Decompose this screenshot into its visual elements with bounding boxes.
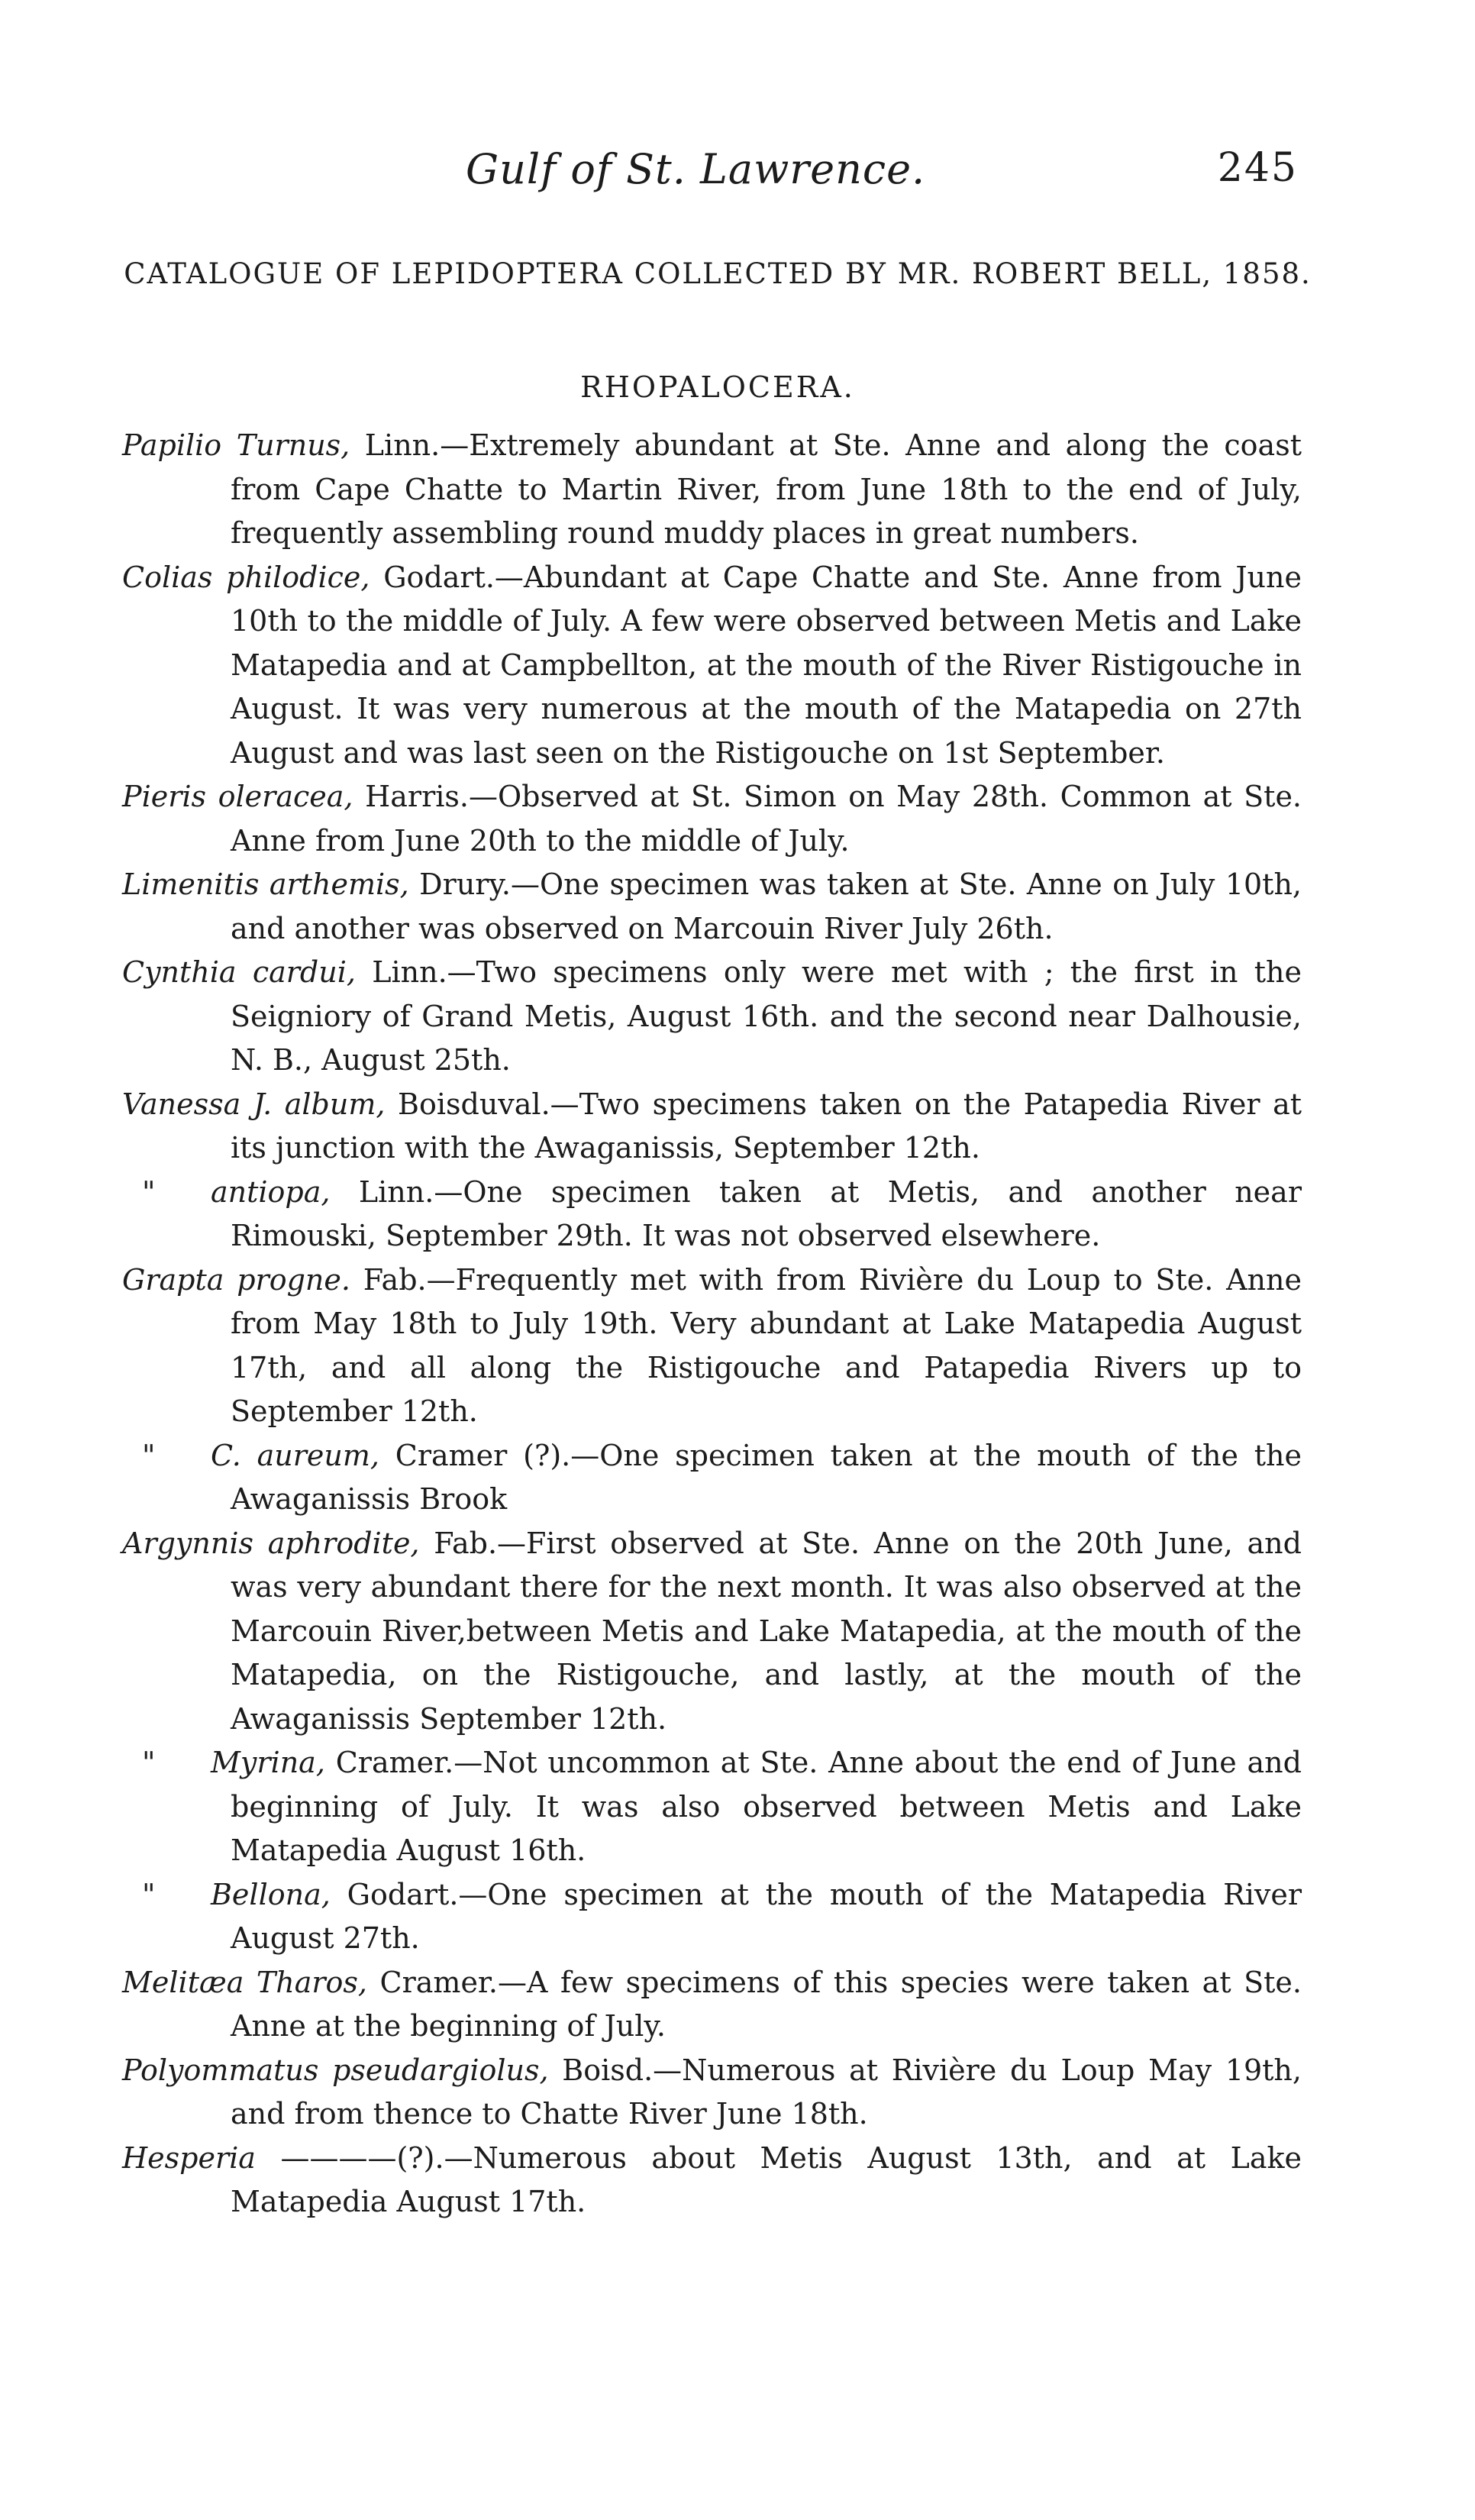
species-entry bbox=[122, 1873, 1302, 1961]
species-name: Colias philodice, bbox=[122, 560, 370, 594]
species-name: Melitæa Tharos, bbox=[122, 1965, 367, 1999]
species-entry bbox=[122, 1961, 1302, 2049]
species-name: Cynthia cardui, bbox=[122, 955, 356, 989]
entry-text: Cramer (?).—One specimen taken at the mouth of the the Awaganissis Brook bbox=[231, 1438, 1302, 1516]
entry-text: Cramer.—A few specimens of this species were taken at Ste. Anne at the beginning of July. bbox=[231, 1965, 1302, 2043]
entry-text: Drury.—One specimen was taken at Ste. Anne on July 10th, and another was observed on Marcouin River July 26th. bbox=[231, 867, 1302, 945]
species-name: Bellona, bbox=[211, 1877, 331, 1911]
species-entry bbox=[122, 1171, 1302, 1258]
species-entry bbox=[122, 1258, 1302, 1434]
entry-text: Godart.—One specimen at the mouth of the Matapedia River August 27th. bbox=[231, 1877, 1302, 1955]
species-name: Hesperia bbox=[122, 2140, 256, 2175]
species-name: Vanessa J. album, bbox=[122, 1087, 386, 1121]
entry-text: Cramer.—Not uncommon at Ste. Anne about the end of June and beginning of July. It was also observed between Metis and Lake Matapedia August 16th. bbox=[231, 1746, 1302, 1867]
section-title: RHOPALOCERA. bbox=[580, 370, 855, 404]
page-number: 245 bbox=[1217, 145, 1298, 191]
entry-text: Fab.—First observed at Ste. Anne on the 20th June, and was very abundant there for the next month. It was also observed at the Marcouin River,between Metis and Lake Matapedia, at the mouth of the Matapedia, on the Ristigouche, and lastly, at the mouth of the Awaganissis September 12th. bbox=[231, 1526, 1302, 1736]
running-title: Gulf of St. Lawrence. bbox=[466, 145, 926, 193]
ditto-mark: " bbox=[142, 1877, 156, 1911]
species-entries bbox=[122, 424, 1302, 2224]
species-name: Limenitis arthemis, bbox=[122, 867, 409, 901]
species-name: Grapta progne. bbox=[122, 1262, 350, 1297]
entry-text: Boisd.—Numerous at Rivière du Loup May 19th, and from thence to Chatte River June 18th. bbox=[231, 2053, 1302, 2131]
species-entry bbox=[122, 951, 1302, 1083]
species-name: Papilio Turnus, bbox=[122, 428, 350, 462]
ditto-mark: " bbox=[142, 1174, 156, 1209]
entry-text: Godart.—Abundant at Cape Chatte and Ste. Anne from June 10th to the middle of July. A few were observed between Metis and Lake Matapedia and at Campbellton, at the mouth of the River Ristigouche in August. It was very numerous at the mouth of the Matapedia on 27th August and was last seen on the Ristigouche on 1st September. bbox=[231, 560, 1302, 770]
species-entry bbox=[122, 424, 1302, 556]
ditto-mark: " bbox=[142, 1438, 156, 1472]
entry-text: Fab.—Frequently met with from Rivière du Loup to Ste. Anne from May 18th to July 19th. Very abundant at Lake Matapedia August 17th, and all along the Ristigouche and Patapedia Rivers up to September 12th. bbox=[231, 1262, 1302, 1428]
species-entry bbox=[122, 863, 1302, 951]
species-entry bbox=[122, 1083, 1302, 1171]
species-entry bbox=[122, 2137, 1302, 2224]
species-name: antiopa, bbox=[211, 1174, 331, 1209]
entry-text: ————(?).—Numerous about Metis August 13th, and at Lake Matapedia August 17th. bbox=[231, 2140, 1302, 2218]
species-entry bbox=[122, 775, 1302, 863]
species-entry bbox=[122, 1434, 1302, 1522]
species-entry bbox=[122, 2049, 1302, 2137]
species-name: Polyommatus pseudargiolus, bbox=[122, 2053, 549, 2087]
species-entry bbox=[122, 556, 1302, 776]
species-entry bbox=[122, 1741, 1302, 1873]
entry-text: Linn.—Two specimens only were met with ; the first in the Seigniory of Grand Metis, August 16th. and the second near Dalhousie, N. B., August 25th. bbox=[231, 955, 1302, 1077]
ditto-mark: " bbox=[142, 1746, 156, 1779]
entry-text: Linn.—One specimen taken at Metis, and another near Rimouski, September 29th. It was not observed elsewhere. bbox=[231, 1174, 1302, 1252]
entry-text: Linn.—Extremely abundant at Ste. Anne and along the coast from Cape Chatte to Martin River, from June 18th to the end of July, frequently assembling round muddy places in great numbers. bbox=[231, 428, 1302, 550]
species-name: Pieris oleracea, bbox=[122, 780, 353, 813]
species-name: Myrina, bbox=[211, 1746, 325, 1779]
entry-text: Harris.—Observed at St. Simon on May 28th. Common at Ste. Anne from June 20th to the middle of July. bbox=[231, 780, 1302, 858]
species-name: C. aureum, bbox=[211, 1438, 379, 1472]
species-entry bbox=[122, 1522, 1302, 1742]
entry-text: Boisduval.—Two specimens taken on the Patapedia River at its junction with the Awaganissis, September 12th. bbox=[231, 1087, 1302, 1165]
page-header bbox=[122, 145, 1298, 214]
catalogue-title: CATALOGUE OF LEPIDOPTERA COLLECTED BY MR. ROBERT BELL, 1858. bbox=[124, 257, 1312, 290]
species-name: Argynnis aphrodite, bbox=[122, 1526, 420, 1560]
